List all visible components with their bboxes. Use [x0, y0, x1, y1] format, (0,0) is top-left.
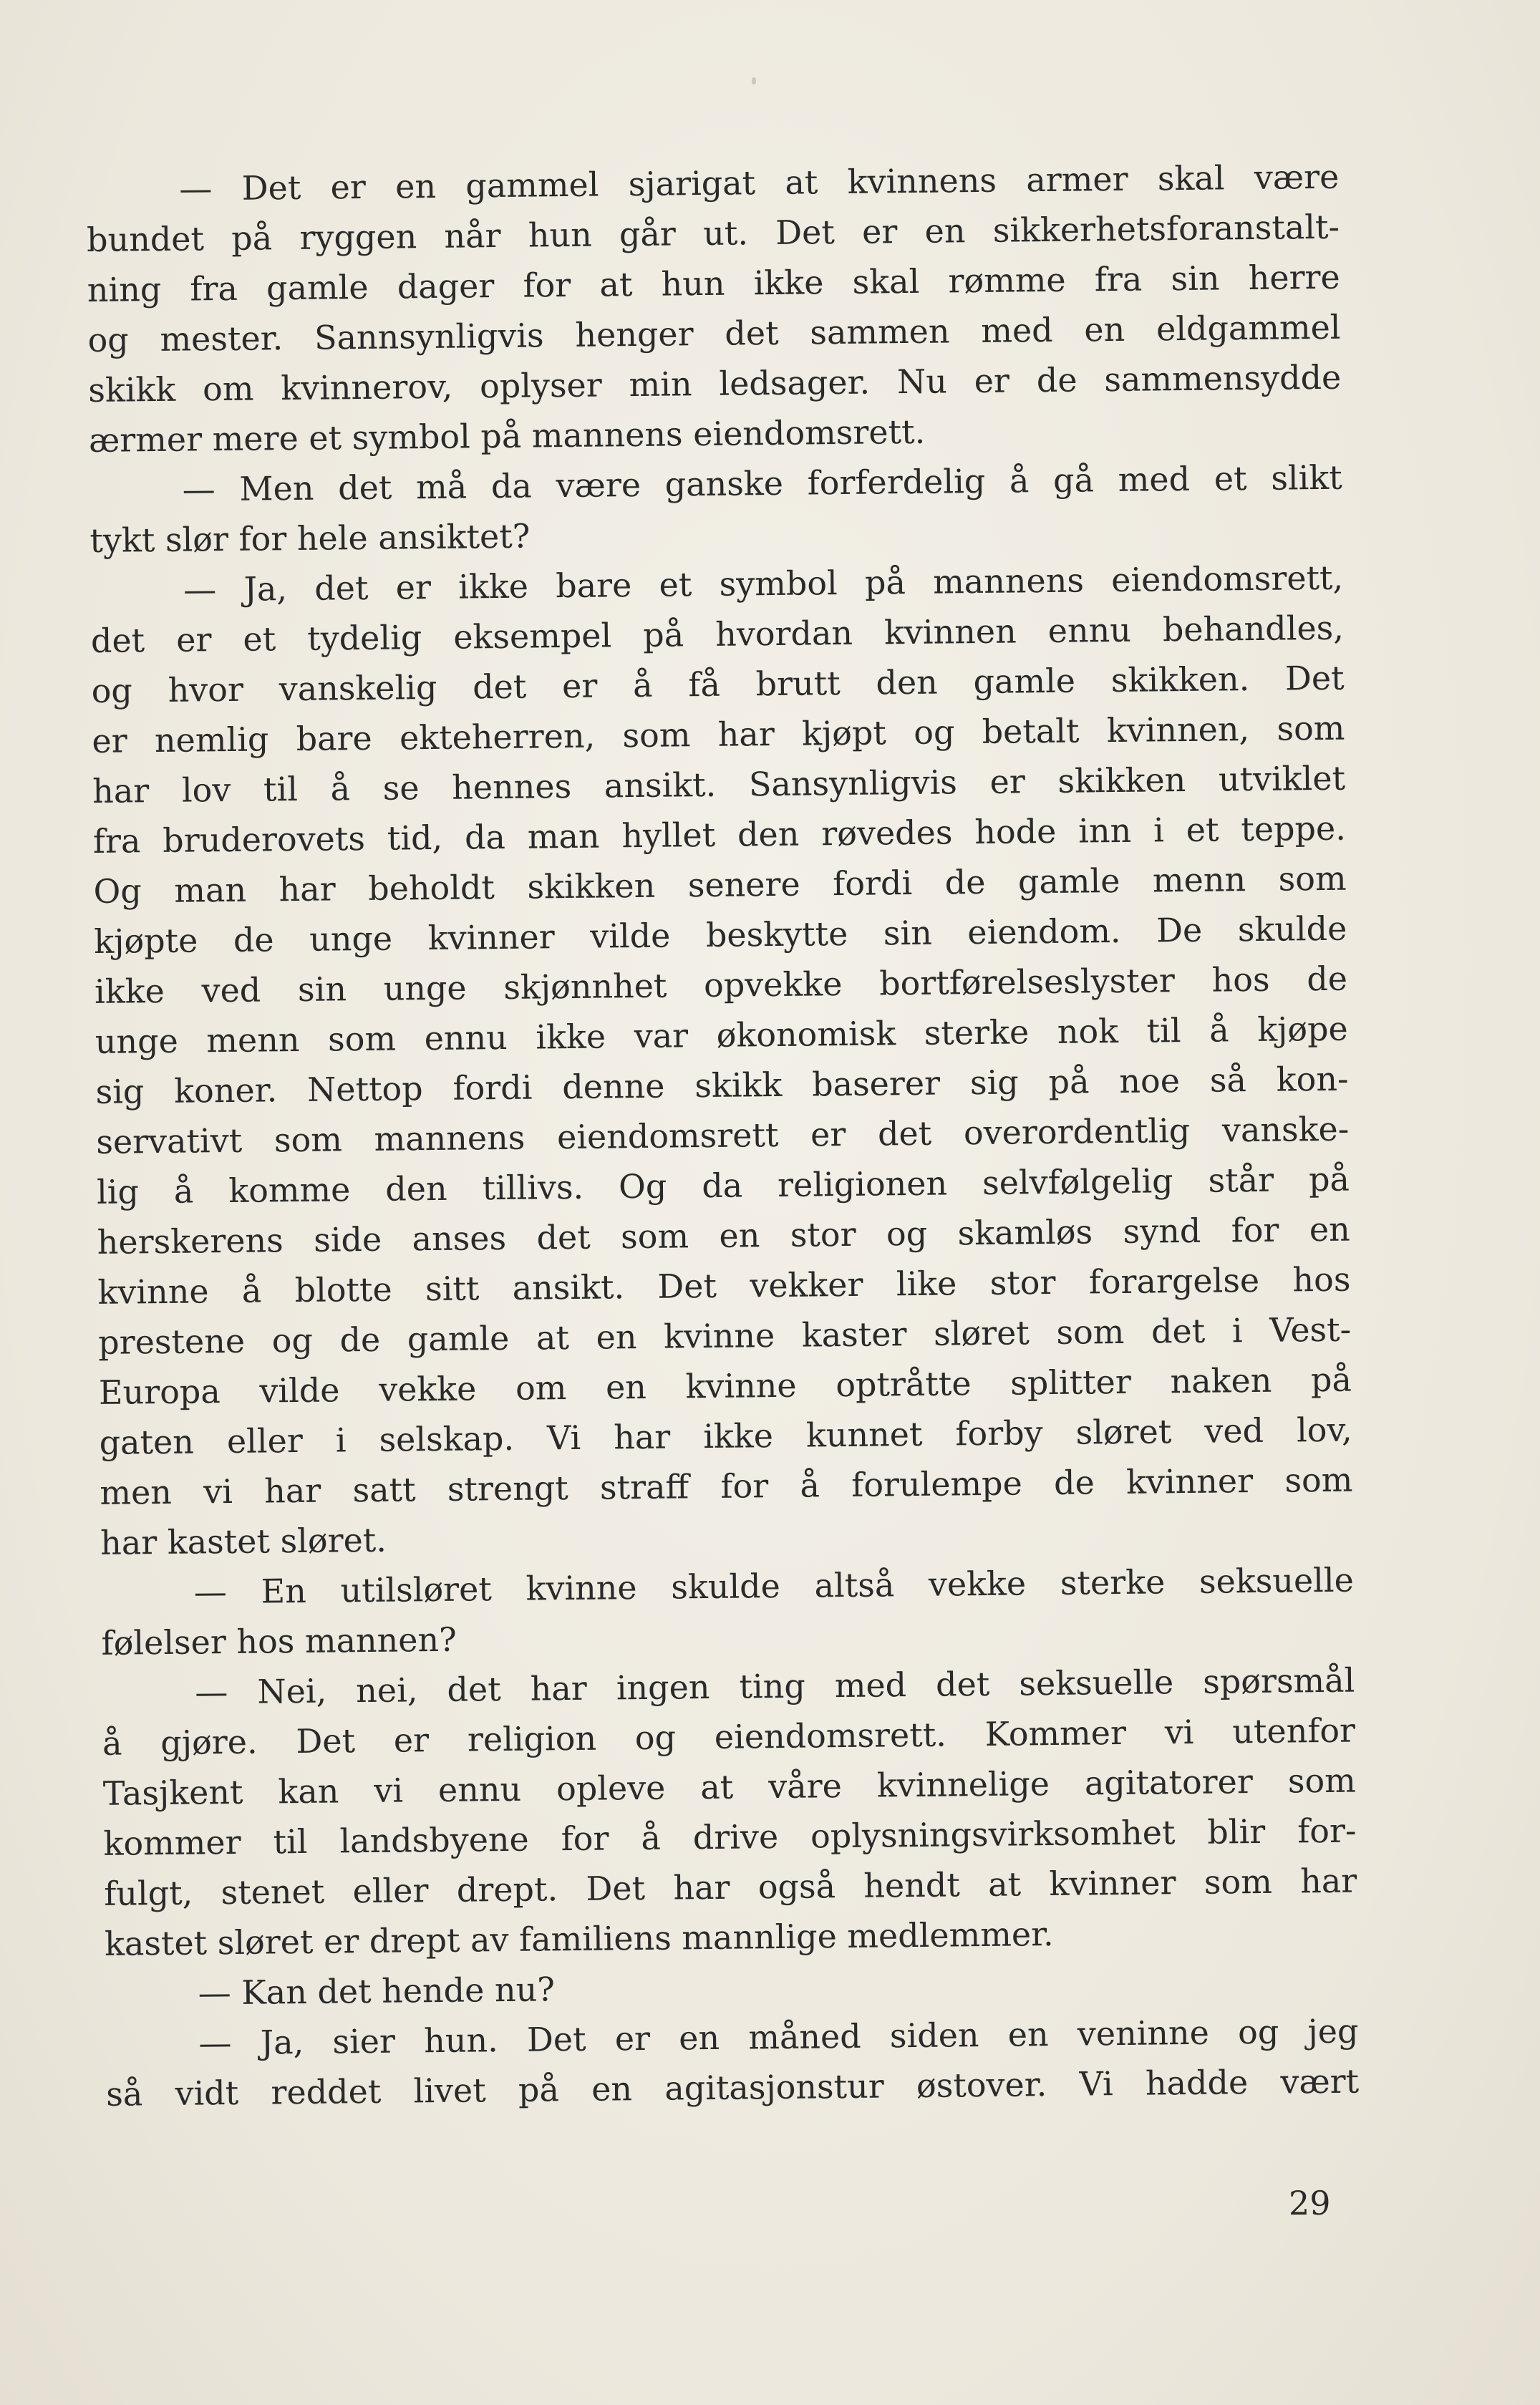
page-number: 29 [1289, 2184, 1331, 2222]
text-line: sig koner. Nettop fordi denne skikk baserer sig på noe så kon- [95, 1059, 1349, 1111]
text-line: har kastet sløret. [100, 1520, 387, 1562]
text-line: herskerens side anses det som en stor og skamløs synd for en [97, 1209, 1350, 1262]
text-line: kastet sløret er drept av familiens mannlige medlemmer. [104, 1914, 1054, 1963]
text-line: lig å komme den tillivs. Og da religionen selvfølgelig står på [96, 1159, 1350, 1211]
text-line: det er et tydelig eksempel på hvordan kvinnen ennu behandles, [90, 608, 1345, 660]
text-line: kommer til landsbyene for å drive oplysningsvirksomhet blir for- [103, 1811, 1357, 1863]
text-line: ning fra gamle dager for at hun ikke skal rømme fra sin herre [87, 257, 1341, 309]
text-line: — Men det må da være ganske forferdelig å gå med et slikt [182, 458, 1342, 509]
text-line: men vi har satt strengt straff for å forulempe de kvinner som [100, 1460, 1353, 1512]
text-line: Europa vilde vekke om en kvinne optråtte splitter naken på [98, 1360, 1352, 1412]
text-line: prestene og de gamle at en kvinne kaster sløret som det i Vest- [97, 1310, 1352, 1362]
text-line: fra bruderovets tid, da man hyllet den røvedes hode inn i et teppe. [92, 808, 1347, 861]
text-line: — Kan det hende nu? [198, 1970, 556, 2013]
text-line: Tasjkent kan vi ennu opleve at våre kvinnelige agitatorer som [102, 1761, 1357, 1813]
paper-speck [752, 77, 756, 84]
text-line: har lov til å se hennes ansikt. Sansynligvis er skikken utviklet [92, 758, 1346, 810]
text-line: er nemlig bare ekteherren, som har kjøpt og betalt kvinnen, som [92, 708, 1345, 760]
text-line: — En utilsløret kvinne skulde altså vekke sterke seksuelle [193, 1560, 1355, 1612]
body-text [86, 152, 1359, 2119]
text-line: — Nei, nei, det har ingen ting med det seksuelle spørsmål [195, 1660, 1355, 1712]
text-line: servativt som mannens eiendomsrett er det overordentlig vanske- [96, 1109, 1350, 1161]
text-line: gaten eller i selskap. Vi har ikke kunnet forby sløret ved lov, [99, 1410, 1352, 1462]
text-line: — Ja, det er ikke bare et symbol på mannens eiendomsrett, [183, 558, 1344, 609]
text-line: kvinne å blotte sitt ansikt. Det vekker like stor forargelse hos [97, 1259, 1351, 1312]
text-line: og hvor vanskelig det er å få brutt den gamle skikken. Det [91, 658, 1345, 710]
text-line: tykt slør for hele ansiktet? [89, 516, 531, 560]
text-line: kjøpte de unge kvinner vilde beskytte sin eiendom. De skulde [94, 909, 1347, 961]
text-line: å gjøre. Det er religion og eiendomsrett. Kommer vi utenfor [102, 1710, 1356, 1763]
text-line: og mester. Sannsynligvis henger det sammen med en eldgammel [87, 307, 1341, 359]
text-line: ikke ved sin unge skjønnhet opvekke bortførelseslyster hos de [94, 959, 1348, 1011]
text-line: — Ja, sier hun. Det er en måned siden en veninne og jeg [198, 2011, 1359, 2063]
text-line: fulgt, stenet eller drept. Det har også hendt at kvinner som har [104, 1861, 1357, 1913]
text-line: bundet på ryggen når hun går ut. Det er en sikkerhetsforanstalt- [86, 207, 1340, 259]
text-line: følelser hos mannen? [101, 1620, 457, 1663]
text-line: så vidt reddet livet på en agitasjonstur østover. Vi hadde vært [105, 2061, 1360, 2114]
text-line: — Det er en gammel sjarigat at kvinnens armer skal være [179, 157, 1340, 208]
text-line: unge menn som ennu ikke var økonomisk sterke nok til å kjøpe [95, 1009, 1349, 1061]
text-line: Og man har beholdt skikken senere fordi de gamle menn som [93, 858, 1347, 911]
text-line: ærmer mere et symbol på mannens eiendomsrett. [88, 412, 926, 460]
text-line: skikk om kvinnerov, oplyser min ledsager. Nu er de sammensydde [88, 357, 1342, 410]
